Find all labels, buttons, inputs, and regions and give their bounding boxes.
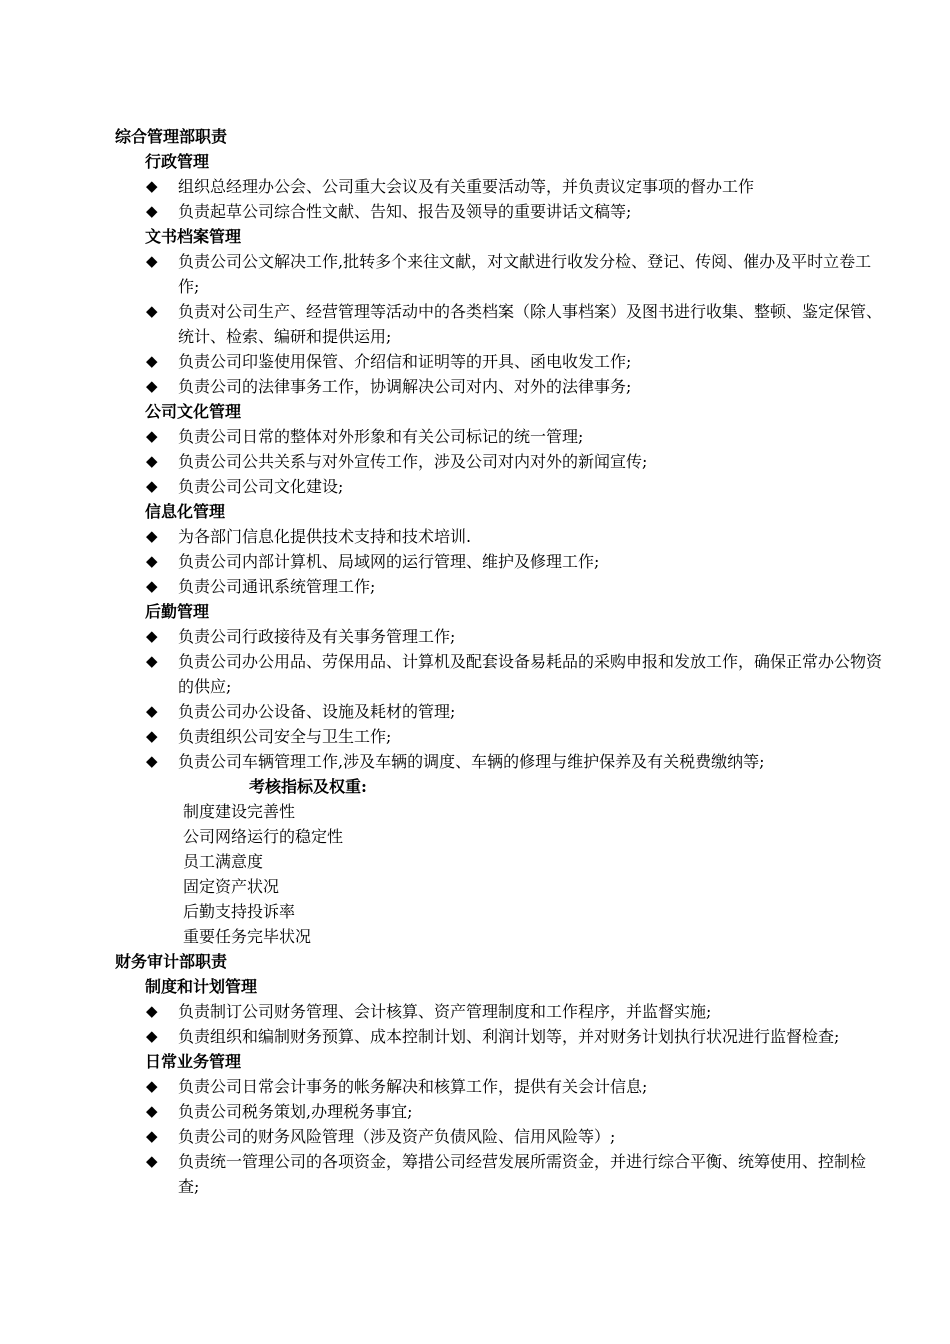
section-title: 日常业务管理 <box>145 1052 242 1071</box>
section-title: 后勤管理 <box>145 602 210 621</box>
section-archive <box>115 224 885 399</box>
section-title: 公司文化管理 <box>145 402 242 421</box>
diamond-bullet-icon: ◆ <box>146 452 158 470</box>
section-planning <box>115 974 885 1049</box>
section-title: 行政管理 <box>145 152 210 171</box>
list-item: ◆ 负责公司办公用品、劳保用品、计算机及配套设备易耗品的采购申报和发放工作，确保正常办公物资的供应; <box>115 649 885 699</box>
list-item: ◆ 负责公司通讯系统管理工作; <box>115 574 885 599</box>
list-item: ◆ 负责公司公文解决工作,批转多个来往文献，对文献进行收发分检、登记、传阅、催办及平时立卷工作; <box>115 249 885 299</box>
list-item: ◆ 负责公司的法律事务工作，协调解决公司对内、对外的法律事务; <box>115 374 885 399</box>
diamond-bullet-icon: ◆ <box>146 1127 158 1145</box>
section-daily-ops <box>115 1049 885 1199</box>
list-item: ◆ 负责统一管理公司的各项资金，筹措公司经营发展所需资金，并进行综合平衡、统筹使用、控制检查; <box>115 1149 885 1199</box>
list-item: ◆ 负责公司车辆管理工作,涉及车辆的调度、车辆的修理与维护保养及有关税费缴纳等; <box>115 749 885 774</box>
list-item: ◆ 负责组织和编制财务预算、成本控制计划、利润计划等，并对财务计划执行状况进行监督检查; <box>115 1024 885 1049</box>
kpi-item: 固定资产状况 <box>183 877 280 896</box>
diamond-bullet-icon: ◆ <box>146 377 158 395</box>
diamond-bullet-icon: ◆ <box>146 302 158 320</box>
section-title: 文书档案管理 <box>145 227 242 246</box>
diamond-bullet-icon: ◆ <box>146 552 158 570</box>
kpi-item: 后勤支持投诉率 <box>183 902 296 921</box>
list-item: ◆ 组织总经理办公会、公司重大会议及有关重要活动等，并负责议定事项的督办工作 <box>115 174 885 199</box>
diamond-bullet-icon: ◆ <box>146 1002 158 1020</box>
diamond-bullet-icon: ◆ <box>146 177 158 195</box>
diamond-bullet-icon: ◆ <box>146 352 158 370</box>
section-admin <box>115 149 885 224</box>
list-item: ◆ 负责公司内部计算机、局域网的运行管理、维护及修理工作; <box>115 549 885 574</box>
list-item: ◆ 负责公司税务策划,办理税务事宜; <box>115 1099 885 1124</box>
diamond-bullet-icon: ◆ <box>146 577 158 595</box>
list-item: ◆ 负责公司公司文化建设; <box>115 474 885 499</box>
diamond-bullet-icon: ◆ <box>146 627 158 645</box>
diamond-bullet-icon: ◆ <box>146 252 158 270</box>
kpi-item: 公司网络运行的稳定性 <box>183 827 344 846</box>
list-item: ◆ 负责公司办公设备、设施及耗材的管理; <box>115 699 885 724</box>
list-item: ◆ 负责公司公共关系与对外宣传工作，涉及公司对内对外的新闻宣传; <box>115 449 885 474</box>
list-item: ◆ 负责公司行政接待及有关事务管理工作; <box>115 624 885 649</box>
department-title: 财务审计部职责 <box>115 952 228 971</box>
list-item: ◆ 负责组织公司安全与卫生工作; <box>115 724 885 749</box>
list-item: ◆ 负责公司日常会计事务的帐务解决和核算工作，提供有关会计信息; <box>115 1074 885 1099</box>
diamond-bullet-icon: ◆ <box>146 202 158 220</box>
list-item: ◆ 负责公司的财务风险管理（涉及资产负债风险、信用风险等）; <box>115 1124 885 1149</box>
section-logistics <box>115 599 885 774</box>
kpi-title: 考核指标及权重: <box>249 777 367 796</box>
kpi-block <box>115 774 885 949</box>
diamond-bullet-icon: ◆ <box>146 652 158 670</box>
section-culture <box>115 399 885 499</box>
document-body <box>115 124 885 1199</box>
list-item: ◆ 负责起草公司综合性文献、告知、报告及领导的重要讲话文稿等; <box>115 199 885 224</box>
section-title: 信息化管理 <box>145 502 226 521</box>
list-item: ◆ 负责公司印鉴使用保管、介绍信和证明等的开具、函电收发工作; <box>115 349 885 374</box>
list-item: ◆ 负责公司日常的整体对外形象和有关公司标记的统一管理; <box>115 424 885 449</box>
diamond-bullet-icon: ◆ <box>146 1027 158 1045</box>
diamond-bullet-icon: ◆ <box>146 727 158 745</box>
diamond-bullet-icon: ◆ <box>146 1077 158 1095</box>
kpi-item: 员工满意度 <box>183 852 264 871</box>
section-it <box>115 499 885 599</box>
diamond-bullet-icon: ◆ <box>146 1102 158 1120</box>
list-item: ◆ 负责对公司生产、经营管理等活动中的各类档案（除人事档案）及图书进行收集、整顿、鉴定保管、统计、检索、编研和提供运用; <box>115 299 885 349</box>
diamond-bullet-icon: ◆ <box>146 527 158 545</box>
list-item: ◆ 负责制订公司财务管理、会计核算、资产管理制度和工作程序，并监督实施; <box>115 999 885 1024</box>
diamond-bullet-icon: ◆ <box>146 702 158 720</box>
diamond-bullet-icon: ◆ <box>146 752 158 770</box>
diamond-bullet-icon: ◆ <box>146 477 158 495</box>
diamond-bullet-icon: ◆ <box>146 1152 158 1170</box>
section-title: 制度和计划管理 <box>145 977 258 996</box>
kpi-item: 制度建设完善性 <box>183 802 296 821</box>
kpi-item: 重要任务完毕状况 <box>183 927 312 946</box>
diamond-bullet-icon: ◆ <box>146 427 158 445</box>
department-title: 综合管理部职责 <box>115 127 228 146</box>
list-item: ◆ 为各部门信息化提供技术支持和技术培训. <box>115 524 885 549</box>
